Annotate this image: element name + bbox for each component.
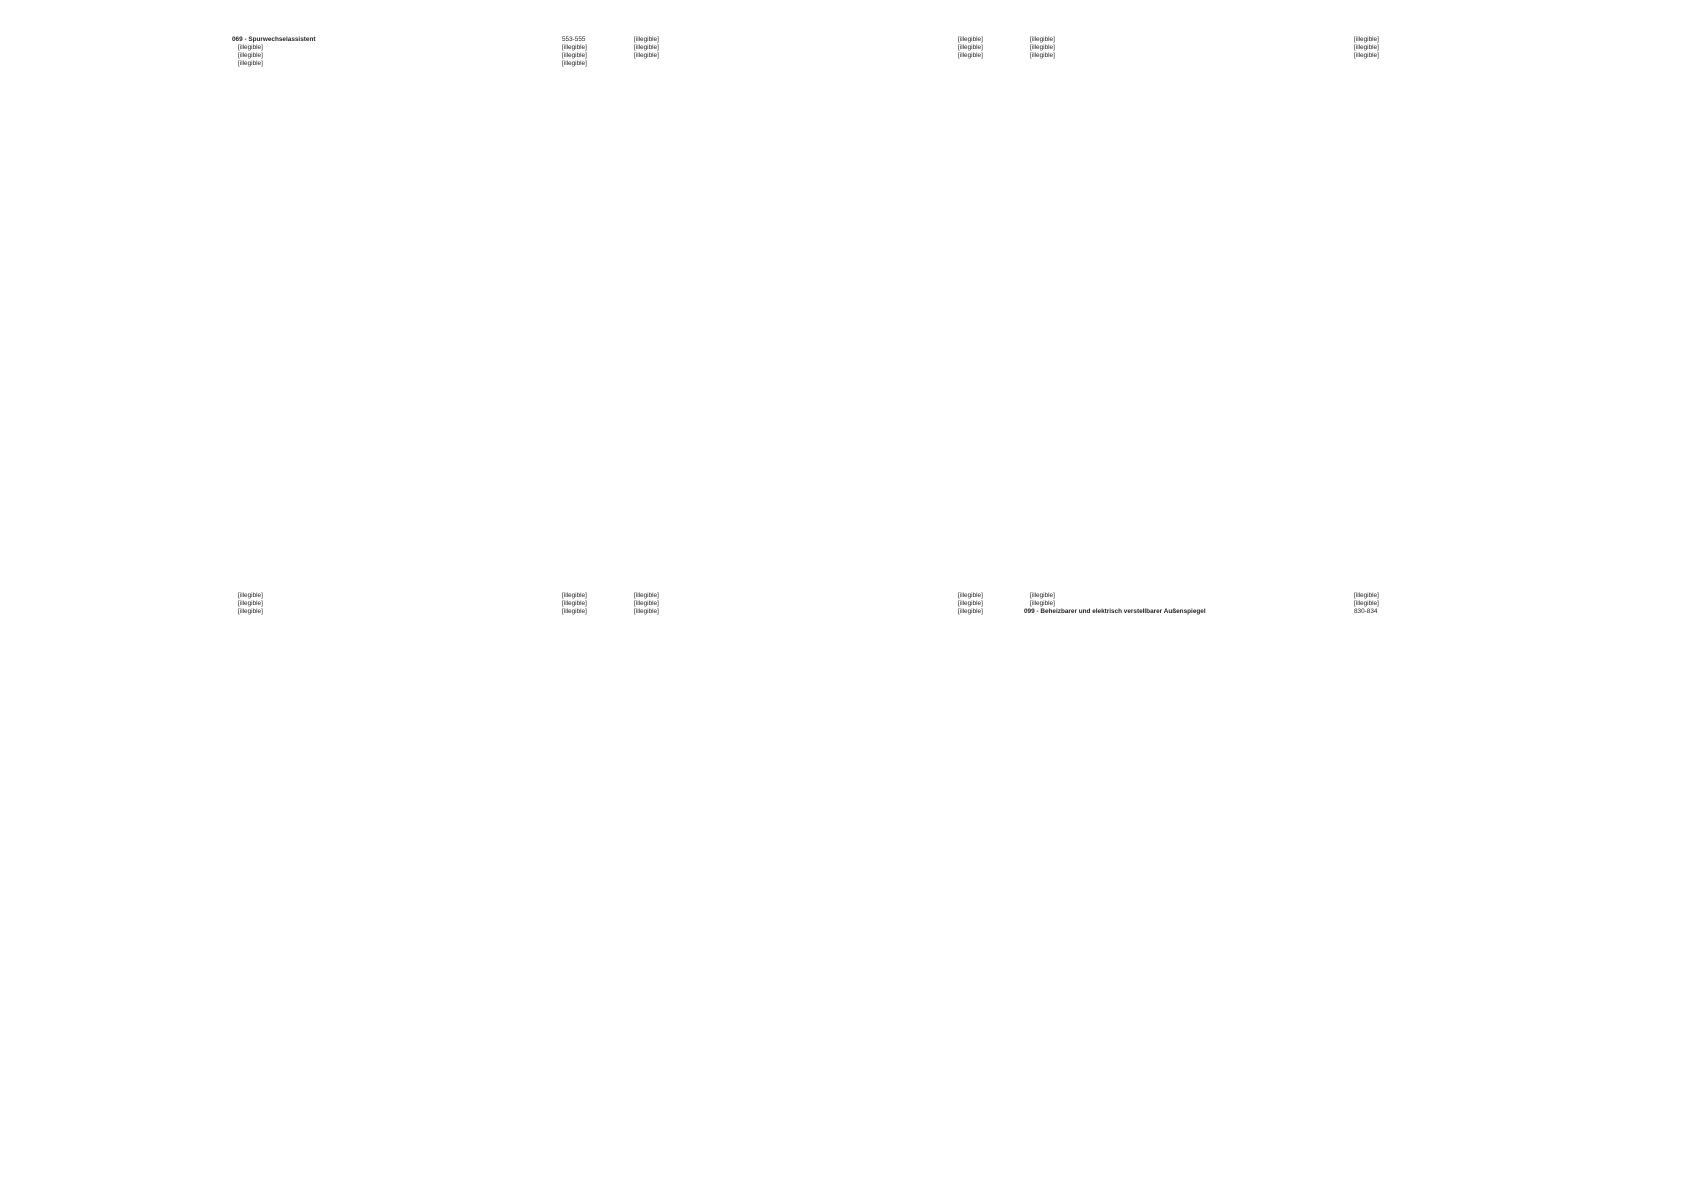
index-column-6 <box>1024 592 1494 616</box>
index-entry-title: [illegible] <box>238 592 263 599</box>
index-row <box>1024 44 1494 52</box>
index-entry-pages: 553-555 <box>562 36 586 43</box>
index-entry-title: [illegible] <box>634 52 659 59</box>
index-entry-title: [illegible] <box>1030 52 1055 59</box>
index-row <box>232 60 702 68</box>
index-entry-title: [illegible] <box>238 600 263 607</box>
index-entry-pages: [illegible] <box>1354 44 1379 51</box>
index-entry-title: [illegible] <box>238 52 263 59</box>
index-entry-pages: [illegible] <box>562 592 587 599</box>
index-column-3 <box>1024 36 1494 60</box>
index-entry-pages: [illegible] <box>958 608 983 615</box>
index-entry-pages: [illegible] <box>1354 600 1379 607</box>
index-entry-title: [illegible] <box>634 44 659 51</box>
index-entry-pages: [illegible] <box>958 52 983 59</box>
index-heading-row <box>1024 608 1494 616</box>
index-entry-title: [illegible] <box>238 60 263 67</box>
index-entry-pages: [illegible] <box>1354 592 1379 599</box>
index-entry-pages: [illegible] <box>562 608 587 615</box>
index-row <box>1024 36 1494 44</box>
index-row <box>1024 600 1494 608</box>
index-row <box>1024 592 1494 600</box>
index-entry-title: [illegible] <box>634 600 659 607</box>
index-entry-pages: [illegible] <box>562 52 587 59</box>
index-entry-title: 069 - Spurwechselassistent <box>232 36 316 43</box>
index-entry-title: [illegible] <box>634 608 659 615</box>
index-entry-pages: [illegible] <box>958 592 983 599</box>
index-entry-pages: [illegible] <box>562 600 587 607</box>
index-entry-pages: [illegible] <box>958 36 983 43</box>
index-entry-title: [illegible] <box>634 592 659 599</box>
index-entry-pages: [illegible] <box>562 44 587 51</box>
index-entry-pages: 830-834 <box>1354 608 1378 615</box>
index-entry-title: [illegible] <box>238 44 263 51</box>
index-entry-title: [illegible] <box>1030 36 1055 43</box>
index-entry-title: [illegible] <box>634 36 659 43</box>
index-row <box>1024 52 1494 60</box>
index-entry-pages: [illegible] <box>958 600 983 607</box>
index-entry-pages: [illegible] <box>562 60 587 67</box>
index-entry-title: 099 - Beheizbarer und elektrisch verstellbarer Außenspiegel <box>1024 608 1206 615</box>
index-entry-title: [illegible] <box>1030 600 1055 607</box>
index-entry-pages: [illegible] <box>1354 52 1379 59</box>
index-entry-pages: [illegible] <box>958 44 983 51</box>
index-entry-title: [illegible] <box>1030 44 1055 51</box>
index-entry-title: [illegible] <box>1030 592 1055 599</box>
index-entry-title: [illegible] <box>238 608 263 615</box>
index-entry-pages: [illegible] <box>1354 36 1379 43</box>
